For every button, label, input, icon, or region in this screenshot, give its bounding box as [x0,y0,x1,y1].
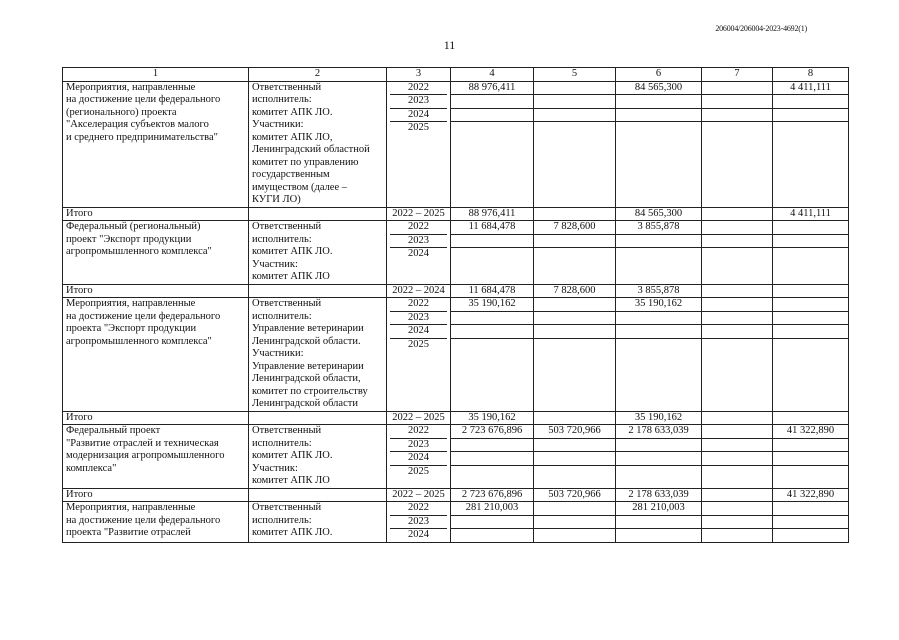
year-value: 2023 [390,439,447,453]
amount-value: 2 178 633,039 [616,425,701,439]
amount-cell-c6 [616,502,702,543]
amount-cell-c8 [773,298,849,412]
amount-cell-c5 [534,81,616,207]
document-id: 206004/206004-2023-4692(1) [715,24,807,33]
amount-value: 88 976,411 [451,82,533,96]
amount-cell-c4 [451,502,534,543]
amount-cell-c4 [451,298,534,412]
amount-cell-c6 [616,298,702,412]
year-value: 2024 [390,452,447,466]
table-body [63,68,849,543]
year-value: 2025 [408,122,429,133]
total-value-c5: 7 828,600 [534,284,616,298]
amount-value [616,235,701,249]
amount-cell-c7 [702,502,773,543]
amount-value [773,122,848,135]
amount-cell-c7 [702,81,773,207]
amount-value [773,516,848,530]
column-header-6: 6 [616,68,702,82]
total-responsible-cell [249,284,387,298]
amount-value [616,466,701,479]
amount-value [702,122,772,135]
amount-value [534,529,615,542]
amount-value [702,298,772,312]
amount-value [451,439,533,453]
total-value-c7 [702,207,773,221]
amount-cell-c8 [773,81,849,207]
amount-value [773,466,848,479]
total-value-c5 [534,411,616,425]
total-label: Итого [63,284,249,298]
amount-value [773,452,848,466]
amount-value: 41 322,890 [773,425,848,439]
year-value: 2022 [390,425,447,439]
amount-value [702,95,772,109]
years-cell [387,298,451,412]
amount-value [702,312,772,326]
amount-value [616,325,701,339]
column-header-7: 7 [702,68,773,82]
amount-value [616,339,701,352]
column-header-8: 8 [773,68,849,82]
responsible-executor: Ответственный исполнитель: комитет АПК ЛО. Участник: комитет АПК ЛО [249,425,387,489]
amount-value [616,516,701,530]
total-responsible-cell [249,411,387,425]
amount-value: 281 210,003 [616,502,701,516]
measure-name: Мероприятия, направленные на достижение цели федерального проекта "Развитие отраслей [63,502,249,543]
total-value-c4: 35 190,162 [451,411,534,425]
total-value-c7 [702,488,773,502]
total-responsible-cell [249,488,387,502]
total-value-c6: 35 190,162 [616,411,702,425]
column-header-4: 4 [451,68,534,82]
amount-cell-c4 [451,425,534,489]
total-value-c6: 2 178 633,039 [616,488,702,502]
amount-value [616,122,701,135]
amount-value [534,248,615,261]
amount-value: 84 565,300 [616,82,701,96]
amount-value [534,452,615,466]
amount-value [534,325,615,339]
year-value: 2024 [390,325,447,339]
column-number-row [63,68,849,82]
amount-value [534,439,615,453]
item-row [63,425,849,489]
amount-cell-c5 [534,502,616,543]
amount-value [773,529,848,542]
amount-value [773,109,848,123]
amount-value [534,502,615,516]
amount-value [451,325,533,339]
total-label: Итого [63,411,249,425]
responsible-executor: Ответственный исполнитель: комитет АПК ЛО. [249,502,387,543]
amount-value [616,248,701,261]
amount-value [451,529,533,542]
amount-value [534,466,615,479]
measure-name: Федеральный (региональный) проект "Экспорт продукции агропромышленного комплекса" [63,221,249,285]
amount-value [534,516,615,530]
year-value: 2022 [390,502,447,516]
amount-value [702,221,772,235]
page-number: 11 [443,38,456,52]
amount-value: 2 723 676,896 [451,425,533,439]
amount-value: 7 828,600 [534,221,615,235]
year-value: 2024 [390,109,447,123]
year-value: 2022 [390,82,447,96]
amount-value [616,109,701,123]
amount-value [451,466,533,479]
year-value: 2022 [390,221,447,235]
year-value: 2025 [408,338,429,350]
amount-value: 3 855,878 [616,221,701,235]
years-cell [387,425,451,489]
amount-value [773,339,848,352]
item-row [63,221,849,285]
amount-value [534,312,615,326]
amount-value [534,109,615,123]
amount-value: 35 190,162 [616,298,701,312]
years-cell [387,502,451,543]
total-row [63,284,849,298]
amount-value [451,109,533,123]
amount-value [451,339,533,352]
amount-value [451,516,533,530]
year-value: 2024 [408,248,429,259]
amount-value [616,439,701,453]
total-value-c8: 4 411,111 [773,207,849,221]
year-value: 2023 [390,235,447,249]
amount-value [616,529,701,542]
amount-value [616,312,701,326]
amount-value [616,452,701,466]
amount-value [534,298,615,312]
total-value-c5 [534,207,616,221]
total-value-c6: 84 565,300 [616,207,702,221]
total-value-c4: 88 976,411 [451,207,534,221]
amount-value [702,109,772,123]
amount-value [451,235,533,249]
amount-value [773,221,848,235]
amount-cell-c8 [773,425,849,489]
amount-value [702,516,772,530]
column-header-5: 5 [534,68,616,82]
amount-value [702,466,772,479]
responsible-executor: Ответственный исполнитель: комитет АПК ЛО. Участник: комитет АПК ЛО [249,221,387,285]
amount-value [702,502,772,516]
amount-value [534,122,615,135]
amount-cell-c4 [451,81,534,207]
amount-cell-c5 [534,425,616,489]
year-value: 2023 [390,516,447,530]
total-value-c4: 2 723 676,896 [451,488,534,502]
amount-value [451,312,533,326]
year-value: 2024 [408,529,429,540]
total-label: Итого [63,488,249,502]
item-row [63,502,849,543]
amount-value [773,439,848,453]
total-years: 2022 – 2025 [387,411,451,425]
amount-value [773,325,848,339]
measure-name: Мероприятия, направленные на достижение цели федерального проекта "Экспорт продукции агропромышленного комплекса" [63,298,249,412]
total-row [63,411,849,425]
item-row [63,298,849,412]
total-label: Итого [63,207,249,221]
amount-value [451,248,533,261]
total-row [63,207,849,221]
amount-value [451,452,533,466]
amount-cell-c5 [534,221,616,285]
amount-value [534,95,615,109]
total-value-c6: 3 855,878 [616,284,702,298]
amount-value [616,95,701,109]
total-value-c8 [773,284,849,298]
year-value: 2025 [408,465,429,477]
amount-cell-c6 [616,81,702,207]
amount-value [773,502,848,516]
year-value: 2022 [390,298,447,312]
amount-value [702,529,772,542]
amount-cell-c7 [702,298,773,412]
amount-value [451,95,533,109]
total-responsible-cell [249,207,387,221]
total-value-c4: 11 684,478 [451,284,534,298]
amount-cell-c7 [702,221,773,285]
amount-value [702,425,772,439]
total-years: 2022 – 2025 [387,207,451,221]
amount-value: 4 411,111 [773,82,848,96]
years-cell [387,81,451,207]
amount-value: 35 190,162 [451,298,533,312]
amount-value [702,248,772,261]
amount-value [773,95,848,109]
column-header-3: 3 [387,68,451,82]
measure-name: Федеральный проект "Развитие отраслей и техническая модернизация агропромышленного комплекса" [63,425,249,489]
amount-cell-c6 [616,425,702,489]
amount-cell-c8 [773,221,849,285]
amount-value [773,312,848,326]
amount-value [534,82,615,96]
amount-cell-c8 [773,502,849,543]
year-value: 2023 [390,312,447,326]
amount-cell-c7 [702,425,773,489]
total-value-c7 [702,411,773,425]
total-value-c7 [702,284,773,298]
amount-cell-c6 [616,221,702,285]
amount-value: 281 210,003 [451,502,533,516]
amount-value [702,439,772,453]
item-row [63,81,849,207]
total-years: 2022 – 2025 [387,488,451,502]
amount-value [702,82,772,96]
amount-value: 503 720,966 [534,425,615,439]
amount-value [702,452,772,466]
amount-cell-c5 [534,298,616,412]
amount-value [773,248,848,261]
responsible-executor: Ответственный исполнитель: комитет АПК ЛО. Участники: комитет АПК ЛО, Ленинградский областной комитет по управлению государственным имуществом (далее – КУГИ ЛО) [249,81,387,207]
total-value-c8: 41 322,890 [773,488,849,502]
year-value: 2023 [390,95,447,109]
amount-value [702,235,772,249]
total-value-c8 [773,411,849,425]
years-cell [387,221,451,285]
total-row [63,488,849,502]
budget-table [62,67,849,543]
total-value-c5: 503 720,966 [534,488,616,502]
measure-name: Мероприятия, направленные на достижение цели федерального (регионального) проекта "Акселерация субъектов малого и среднего предпринимательства" [63,81,249,207]
amount-value [534,235,615,249]
column-header-1: 1 [63,68,249,82]
amount-value [702,339,772,352]
total-years: 2022 – 2024 [387,284,451,298]
amount-value [702,325,772,339]
column-header-2: 2 [249,68,387,82]
amount-cell-c4 [451,221,534,285]
responsible-executor: Ответственный исполнитель: Управление ветеринарии Ленинградской области. Участники: Управление ветеринарии Ленинградской области, комитет по строительству Ленинградской области [249,298,387,412]
amount-value: 11 684,478 [451,221,533,235]
amount-value [773,298,848,312]
amount-value [534,339,615,352]
amount-value [451,122,533,135]
amount-value [773,235,848,249]
